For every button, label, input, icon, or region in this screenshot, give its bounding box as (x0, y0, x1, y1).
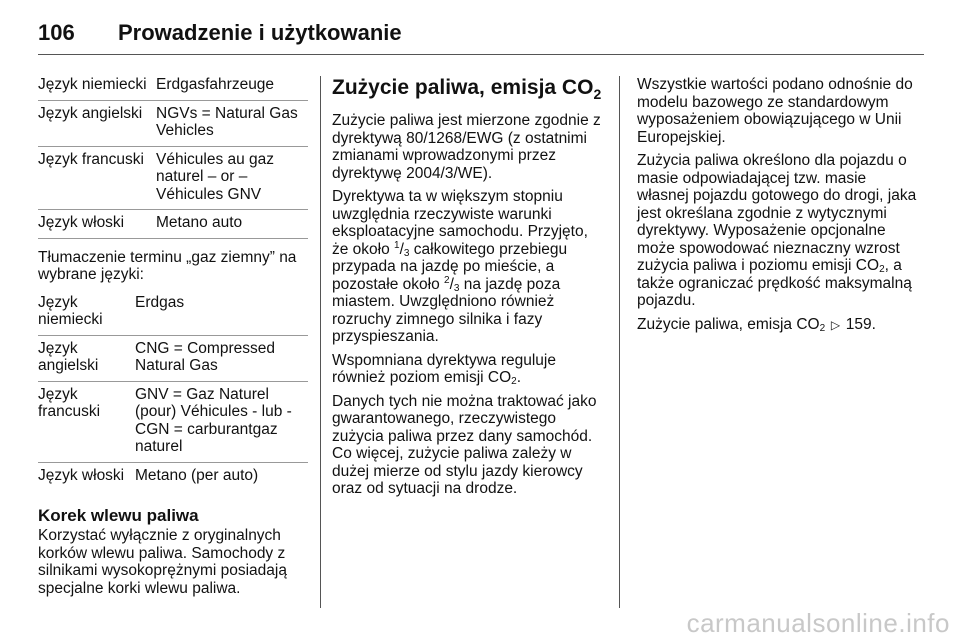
table-row (38, 210, 308, 239)
paragraph-values: Wszystkie wartości podano odnośnie do modelu bazowego ze standardowym wyposażeniem obowiązującego w Unii Europejskiej. (637, 76, 913, 146)
column-divider (320, 76, 321, 608)
table-row (38, 147, 308, 211)
language-cell: Język francuski (38, 385, 101, 420)
column-divider (619, 76, 620, 608)
term-cell: Metano (per auto) (135, 466, 259, 484)
term-cell: Erdgas (135, 293, 185, 311)
vehicle-term-table (38, 76, 308, 239)
term-cell: Erdgasfahrzeuge (156, 76, 275, 93)
language-cell: Język włoski (38, 214, 125, 231)
reference-page[interactable]: 159. (845, 315, 876, 333)
table-row (38, 463, 308, 491)
paragraph-disclaimer: Danych tych nie można traktować jako gwarantowanego, rzeczywistego zużycia paliwa przez dany samochód. Co więcej, zużycie paliwa zależy w dużej mierze od stylu jazdy kierowcy oraz od sytuacji na drodze. (332, 392, 597, 498)
table-row (38, 101, 308, 147)
term-cell: Véhicules au gaz naturel – or – Véhicules GNV (156, 150, 275, 203)
table-row (38, 336, 308, 382)
page-number: 106 (38, 20, 75, 45)
language-cell: Język angielski (38, 104, 143, 122)
page-header (38, 14, 924, 55)
reference-arrow-icon: ▷ (830, 317, 841, 332)
page-title: Prowadzenie i użytkowanie (118, 20, 402, 45)
cross-reference[interactable]: Zużycie paliwa, emisja $CO_2$ ▷ 159. (637, 315, 876, 334)
column-right (637, 76, 917, 340)
language-cell: Język niemiecki (38, 76, 147, 93)
paragraph-mass: Zużycia paliwa określono dla pojazdu o masie odpowiadającej tzw. masie własnej pojazdu gotowego do drogi, jaka jest określana zgodnie z wytycznymi dyrektywy. Wyposażenie opcjonalne może spowodować nieznaczny wzrost zużycia paliwa i poziomu emisji $CO_2$, a także ograniczać prędkość maksymalną pojazdu. (637, 152, 917, 309)
language-cell: Język włoski (38, 466, 125, 484)
table-row (38, 382, 308, 463)
paragraph-emission: Wspomniana dyrektywa reguluje również poziom emisji $CO_2$. (332, 351, 556, 388)
gas-term-table (38, 290, 308, 491)
column-left (38, 76, 308, 603)
term-cell: GNV = Gaz Naturel (pour) Véhicules - lub - CGN = carburantgaz naturel (135, 385, 292, 455)
term-cell: Metano auto (156, 214, 243, 231)
term-cell: NGVs = Natural Gas Vehicles (156, 104, 298, 139)
table-row (38, 76, 308, 101)
language-cell: Język angielski (38, 339, 99, 374)
paragraph-directive: Zużycie paliwa jest mierzone zgodnie z dyrektywą 80/1268/EWG (z ostatnimi zmianami wprowadzonymi przez dyrektywę 2004/3/WE). (332, 112, 601, 182)
paragraph-conditions: Dyrektywa ta w większym stopniu uwzględnia rzeczywiste warunki eksploatacyjne samochodu. Przyjęto, że około $^1/_3$ całkowitego przebiegu przypada na jazdę po mieście, a pozostałe około $^2/_3$ na jazdę poza miastem. Uwzględniono również rozruchy zimnego silnika i fazy przyspieszania. (332, 188, 588, 346)
watermark: carmanualsonline.info (686, 608, 950, 638)
section-heading: Zużycie paliwa, emisja $CO_2$ (332, 76, 602, 103)
translation-intro: Tłumaczenie terminu „gaz ziemny” na wybrane języki: (38, 248, 297, 283)
language-cell: Język francuski (38, 150, 144, 168)
term-cell: CNG = Compressed Natural Gas (135, 339, 275, 374)
fuel-cap-heading: Korek wlewu paliwa (38, 506, 199, 525)
column-middle (332, 76, 604, 504)
table-row (38, 290, 308, 336)
language-cell: Język niemiecki (38, 293, 103, 328)
fuel-cap-text: Korzystać wyłącznie z oryginalnych korków wlewu paliwa. Samochody z silnikami wysokoprężnymi posiadają specjalne korki wlewu paliwa. (38, 527, 287, 597)
